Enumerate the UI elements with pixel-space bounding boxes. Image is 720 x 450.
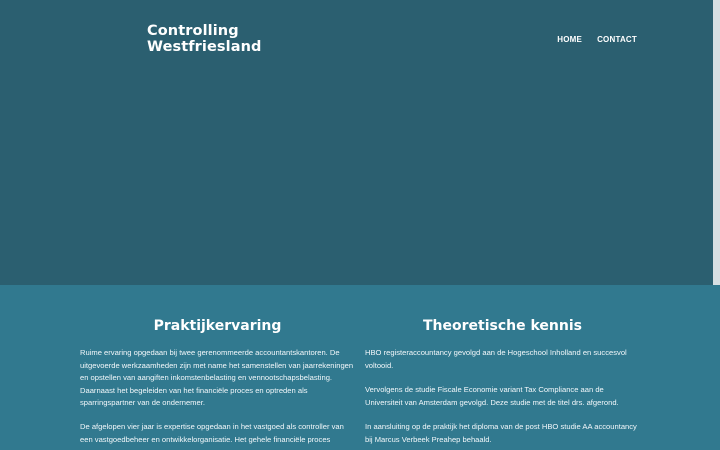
brand-line-1: Controlling — [147, 23, 239, 39]
practical-experience-paragraph-2: De afgelopen vier jaar is expertise opgedaan in het vastgoed als controller van een vastgoedbeheer en ontwikkelorganisatie. Het gehele financiële proces — [80, 422, 344, 444]
scrollbar-track[interactable] — [713, 0, 720, 285]
practical-experience-title: Praktijkervaring — [153, 318, 282, 334]
theoretical-knowledge-paragraph-2: Vervolgens de studie Fiscale Economie variant Tax Compliance aan de Universiteit van Amsterdam gevolgd. Deze studie met de titel drs. afgerond. — [365, 385, 619, 407]
content-section — [0, 285, 720, 450]
nav-contact-link[interactable]: CONTACT — [597, 35, 637, 44]
site-brand[interactable] — [147, 23, 317, 55]
theoretical-knowledge-paragraph-3: In aansluiting op de praktijk het diploma van de post HBO studie AA accountancy bij Marcus Verbeek Preahep behaald. — [365, 422, 637, 444]
practical-experience-paragraph-1: Ruime ervaring opgedaan bij twee gerenommeerde accountantskantoren. De uitgevoerde werkzaamheden zijn met name het samenstellen van jaarrekeningen en opstellen van aangiften inkomstenbelasting en vennootschapsbelasting. Daarnaast het begeleiden van het financiële proces en optreden als sparringspartner van de ondernemer. — [80, 348, 354, 407]
theoretical-knowledge-title: Theoretische kennis — [423, 318, 582, 334]
main-navigation — [557, 35, 637, 44]
brand-line-2: Westfriesland — [147, 39, 262, 55]
theoretical-knowledge-paragraph-1: HBO registeraccountancy gevolgd aan de Hogeschool Inholland en succesvol voltooid. — [365, 348, 627, 370]
nav-home-link[interactable]: HOME — [557, 35, 583, 44]
